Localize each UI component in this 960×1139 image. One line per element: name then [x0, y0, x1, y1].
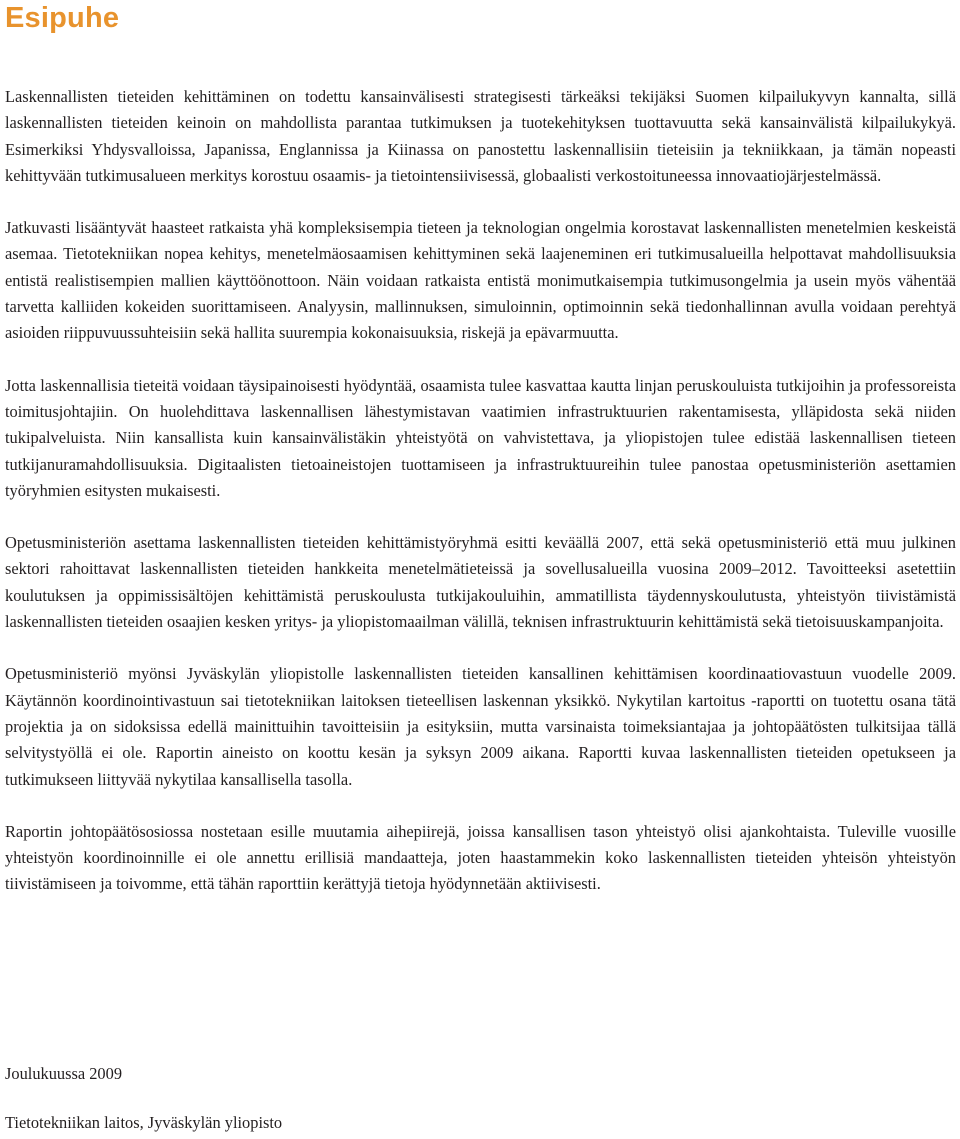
foreword-body: [5, 84, 956, 924]
paragraph-5: Opetusministeriö myönsi Jyväskylän yliopistolle laskennallisten tieteiden kansallinen kehittämisen koordinaatiovastuun vuodelle 2009. Käytännön koordinointivastuun sai tietotekniikan laitoksen tieteellisen laskennan yksikkö. Nykytilan kartoitus -raportti on tuotettu osana tätä projektia ja on sidoksissa edellä mainittuihin tavoitteisiin ja esityksiin, mutta varsinaista toimeksiantajaa ja johtopäätösten tulkitsijaa tällä selvitystyöllä ei ole. Raportin aineisto on koottu kesän ja syksyn 2009 aikana. Raportti kuvaa laskennallisten tieteiden opetukseen ja tutkimukseen liittyvää nykytilaa kansallisella tasolla.: [5, 664, 956, 789]
paragraph-4: Opetusministeriön asettama laskennallisten tieteiden kehittämistyöryhmä esitti keväällä 2007, että sekä opetusministeriö että muu julkinen sektori rahoittavat laskennallisten tieteiden hankkeita menetelmätieteissä ja sovellusalueilla vuosina 2009–2012. Tavoitteeksi asetettiin koulutuksen ja oppimissisältöjen kehittämistä peruskoulusta tutkijakouluihin, ammatillista täydennyskoulutusta, yhteistyön tiivistämistä laskennallisten tieteiden osaajien kesken yritys- ja yliopistomaailman välillä, teknisen infrastruktuurin kehittämistä sekä tietoisuuskampanjoita.: [5, 533, 956, 632]
signature-date: Joulukuussa 2009: [5, 1064, 123, 1083]
document-page: [5, 0, 956, 1132]
paragraph-6: Raportin johtopäätösosiossa nostetaan esille muutamia aihepiirejä, joissa kansallisen tason yhteistyö olisi ajankohtaista. Tuleville vuosille yhteistyön koordinoinnille ei ole annettu erillisiä mandaatteja, joten haastammekin koko laskennallisten tieteiden yhteisön yhteistyön tiivistämiseen ja toivomme, että tähän raporttiin kerättyjä tietoja hyödynnetään aktiivisesti.: [5, 821, 956, 894]
paragraph-1: Laskennallisten tieteiden kehittäminen on todettu kansainvälisesti strategisesti tärkeäksi tekijäksi Suomen kilpailukyvyn kannalta, sillä laskennallisten tieteiden keinoin on mahdollista parantaa tutkimuksen ja tuotekehityksen tuottavuutta sekä kansainvälistä kilpailukykyä. Esimerkiksi Yhdysvalloissa, Japanissa, Englannissa ja Kiinassa on panostettu laskennallisiin tieteisiin ja tekniikkaan, ja tämän nopeasti kehittyvään tutkimusalueen merkitys korostuu osaamis- ja tietointensiivisessä, globaalisti verkostoituneessa innovaatiojärjestelmässä.: [5, 87, 956, 185]
paragraph-2: Jatkuvasti lisääntyvät haasteet ratkaista yhä kompleksisempia tieteen ja teknologian ongelmia korostavat laskennallisten menetelmien keskeistä asemaa. Tietotekniikan nopea kehitys, menetelmäosaamisen kehittyminen sekä laajeneminen eri tutkimusalueilla helpottavat mahdollisuuksia entistä realistisempien mallien käyttöönottoon. Näin voidaan ratkaista entistä monimutkaisempia tutkimusongelmia ja usein myös vähentää tarvetta kalliiden kokeiden suorittamiseen. Analyysin, mallinnuksen, simuloinnin, optimoinnin sekä tiedonhallinnan avulla voidaan perehtyä asioiden riippuvuussuhteisiin sekä hallita suurempia kokonaisuuksia, riskejä ja epävarmuutta.: [5, 218, 956, 343]
page-title: Esipuhe: [5, 2, 120, 34]
paragraph-3: Jotta laskennallisia tieteitä voidaan täysipainoisesti hyödyntää, osaamista tulee kasvattaa kautta linjan peruskouluista tutkijoihin ja professoreista toimitusjohtajiin. On huolehdittava laskennallisen lähestymistavan vaatimien infrastruktuurien rakentamisesta, ylläpidosta sekä niiden tukipalveluista. Niin kansallista kuin kansainvälistäkin yhteistyötä on vahvistettava, ja yliopistojen tulee edistää laskennallisen tieteen tutkijanuramahdollisuuksia. Digitaalisten tietoaineistojen tuottamiseen ja infrastruktuureihin tulee panostaa opetusministeriön asettamien työryhmien esitysten mukaisesti.: [5, 375, 956, 500]
signature-organization: Tietotekniikan laitos, Jyväskylän yliopisto: [5, 1113, 283, 1132]
